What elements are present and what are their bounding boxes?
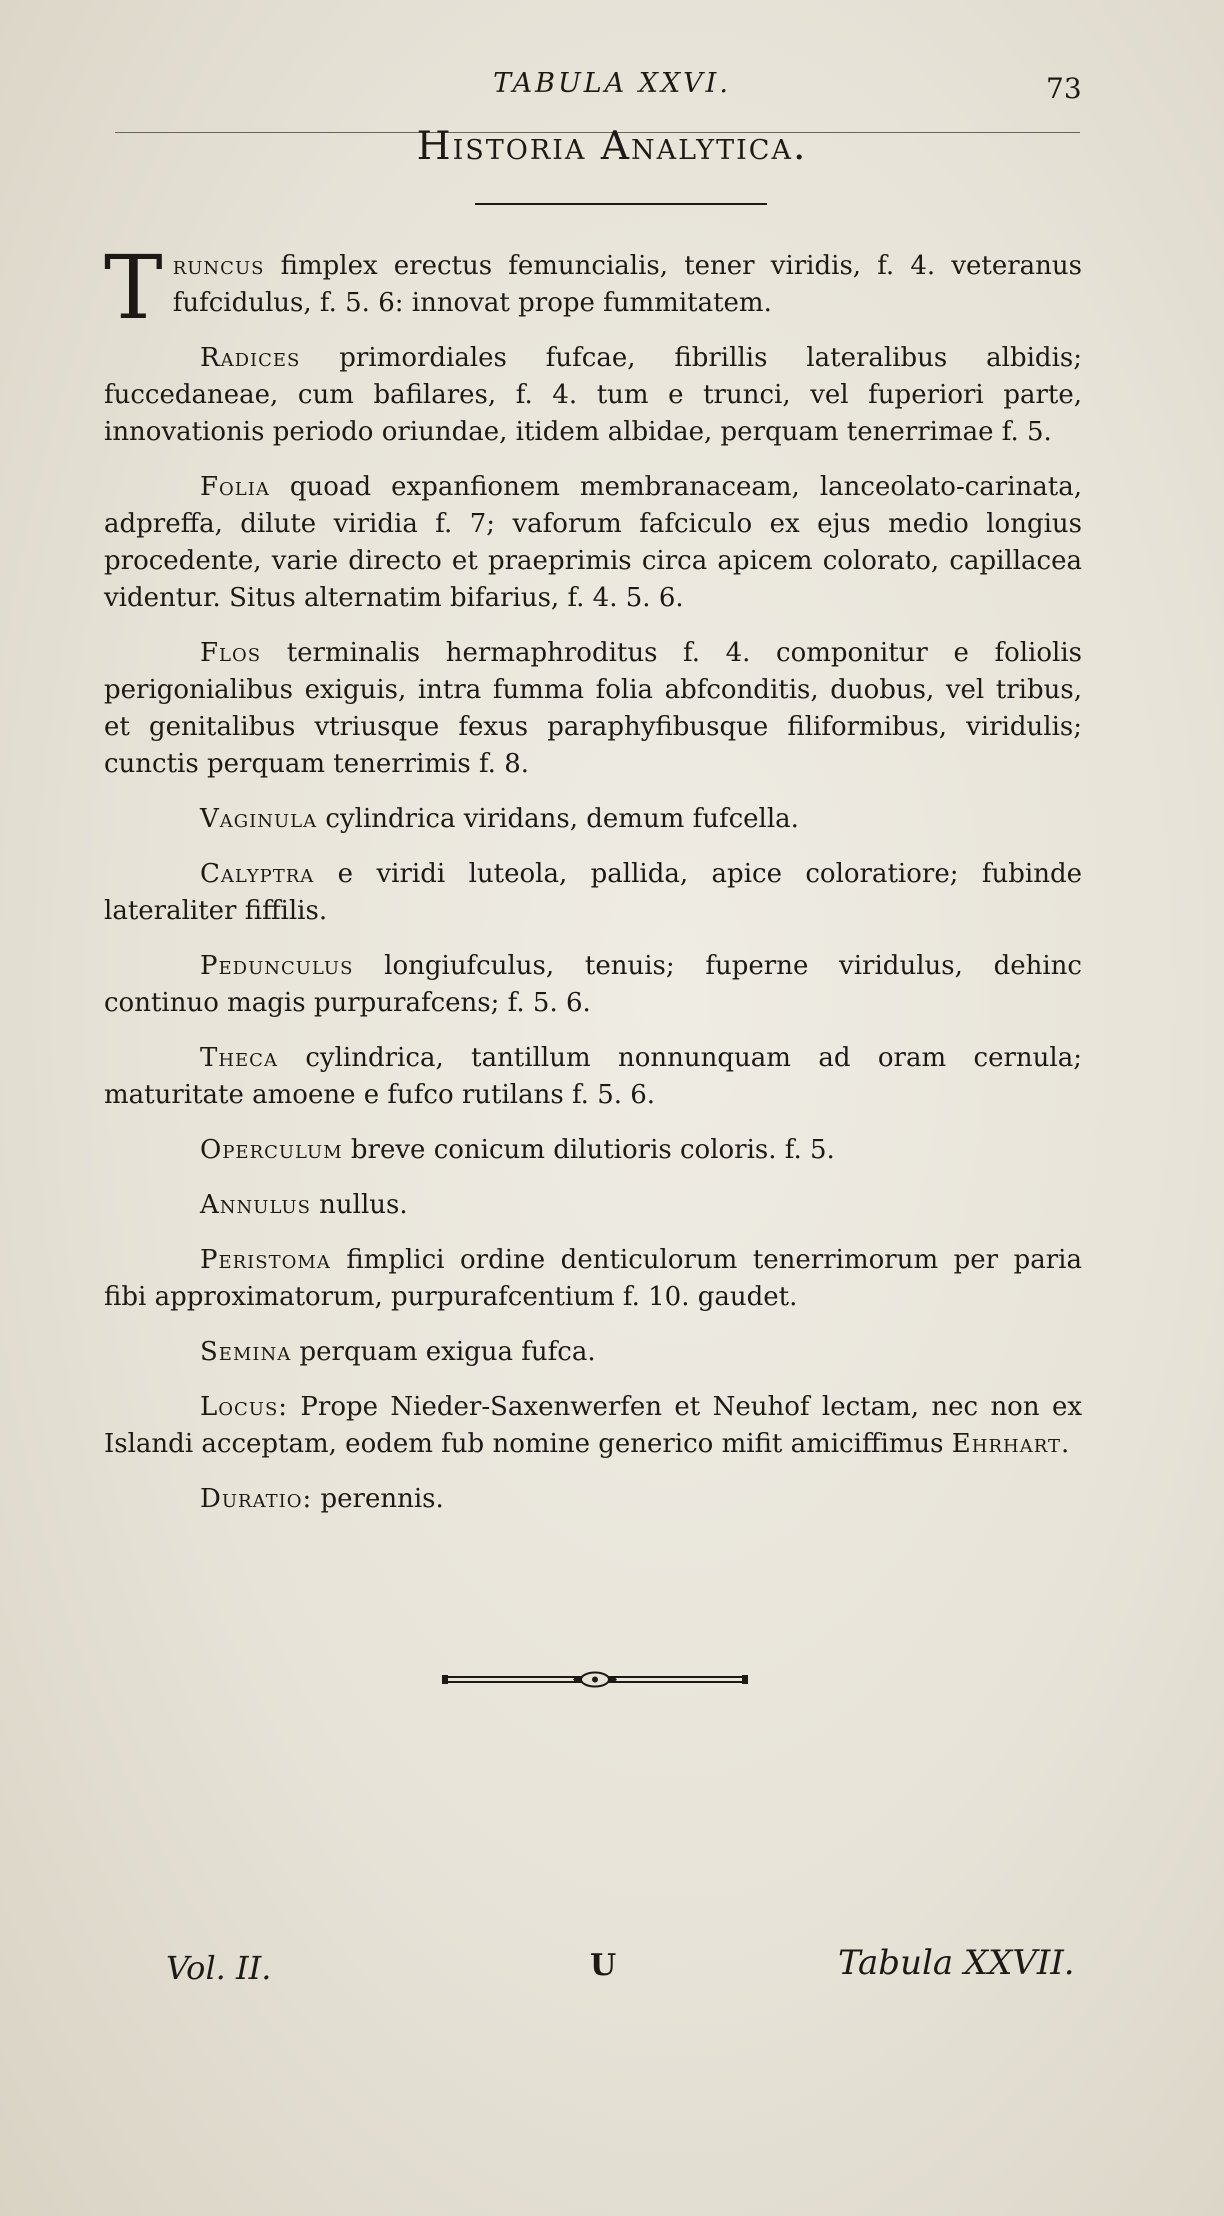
text-peristoma: fimplici ordine denticulorum tenerrimorum per paria fibi approximatorum, purpurafcentium f. 10. gaudet.: [104, 1245, 1082, 1312]
text-locus: Prope Nieder-Saxenwerfen et Neuhof lectam, nec non ex Islandi acceptam, eodem fub nomine generico mifit amiciffimus: [104, 1392, 1082, 1459]
text-annulus: nullus.: [310, 1190, 408, 1220]
paragraph-pedunculus: [104, 948, 1082, 1022]
ornament-end-left: [442, 1675, 448, 1684]
volume-label: Vol. II.: [166, 1949, 272, 1987]
running-header: TABULA XXVI.: [493, 68, 731, 99]
term-radices: Radices: [200, 343, 301, 373]
text-operculum: breve conicum dilutioris coloris. f. 5.: [342, 1135, 835, 1165]
person-name: Ehrhart: [951, 1429, 1061, 1459]
text-truncus: fimplex erectus femuncialis, tener viridis, f. 4. veteranus fufcidulus, f. 5. 6: innovat prope fummitatem.: [172, 251, 1082, 318]
ornament-end-right: [742, 1675, 748, 1684]
text-theca: cylindrica, tantillum nonnunquam ad oram cernula; maturitate amoene e fufco rutilans f. 5. 6.: [104, 1043, 1082, 1110]
text-vaginula: cylindrica viridans, demum fufcella.: [317, 804, 799, 834]
term-duratio: Duratio:: [200, 1484, 313, 1514]
term-folia: Folia: [200, 472, 270, 502]
term-truncus: runcus: [172, 251, 265, 281]
paragraph-duratio: [104, 1481, 1082, 1518]
page-number: 73: [1046, 72, 1082, 105]
ornament-divider: [440, 1667, 750, 1691]
text-flos: terminalis hermaphroditus f. 4. componitur e foliolis perigonialibus exiguis, intra fumma folia abfconditis, duobus, vel tribus, et genitalibus vtriusque fexus paraphyfibusque filiformibus, viridulis; cunctis perquam tenerrimis f. 8.: [104, 638, 1082, 779]
paragraph-truncus: [104, 236, 1082, 339]
term-peristoma: Peristoma: [200, 1245, 331, 1275]
body-text: [104, 236, 1082, 1536]
term-flos: Flos: [200, 638, 262, 668]
term-operculum: Operculum: [200, 1135, 343, 1165]
term-calyptra: Calyptra: [200, 859, 315, 889]
term-vaginula: Vaginula: [200, 804, 318, 834]
paragraph-peristoma: [104, 1242, 1082, 1316]
text-folia: quoad expanfionem membranaceam, lanceolato-carinata, adpreffa, dilute viridia f. 7; vaforum fafciculo ex ejus medio longius procedente, varie directo et praeprimis circa apicem colorato, capillacea videntur. Situs alternatim bifarius, f. 4. 5. 6.: [104, 472, 1082, 613]
signature-mark: U: [590, 1948, 617, 1983]
paragraph-locus: [104, 1389, 1082, 1463]
text-pedunculus: longiufculus, tenuis; fuperne viridulus, dehinc continuo magis purpurafcens; f. 5. 6.: [104, 951, 1082, 1018]
paragraph-operculum: [104, 1132, 1082, 1169]
text-duratio: perennis.: [312, 1484, 444, 1514]
ornament-center-dot: [592, 1677, 598, 1683]
text-calyptra: e viridi luteola, pallida, apice coloratiore; fubinde lateraliter fiffilis.: [104, 859, 1082, 926]
paragraph-calyptra: [104, 856, 1082, 930]
drop-cap: T: [104, 236, 163, 339]
term-pedunculus: Pedunculus: [200, 951, 354, 981]
title-rule: [475, 203, 767, 205]
text-radices: primordiales fufcae, fibrillis lateralibus albidis; fuccedaneae, cum bafilares, f. 4. tum e trunci, vel fuperiori parte, innovationis periodo oriundae, itidem albidae, perquam tenerrimae f. 5.: [104, 343, 1082, 447]
paragraph-semina: [104, 1334, 1082, 1371]
text-locus-tail: .: [1060, 1429, 1070, 1459]
term-annulus: Annulus: [200, 1190, 311, 1220]
text-semina: perquam exigua fufca.: [291, 1337, 596, 1367]
term-semina: Semina: [200, 1337, 292, 1367]
paragraph-radices: [104, 340, 1082, 451]
paragraph-flos: [104, 635, 1082, 783]
catchword: Tabula XXVII.: [838, 1943, 1075, 1983]
page-title: Historia Analytica.: [416, 124, 808, 169]
paragraph-vaginula: [104, 801, 1082, 838]
term-theca: Theca: [200, 1043, 278, 1073]
paragraph-annulus: [104, 1187, 1082, 1224]
term-locus: Locus:: [200, 1392, 289, 1422]
paragraph-theca: [104, 1040, 1082, 1114]
paragraph-folia: [104, 469, 1082, 617]
